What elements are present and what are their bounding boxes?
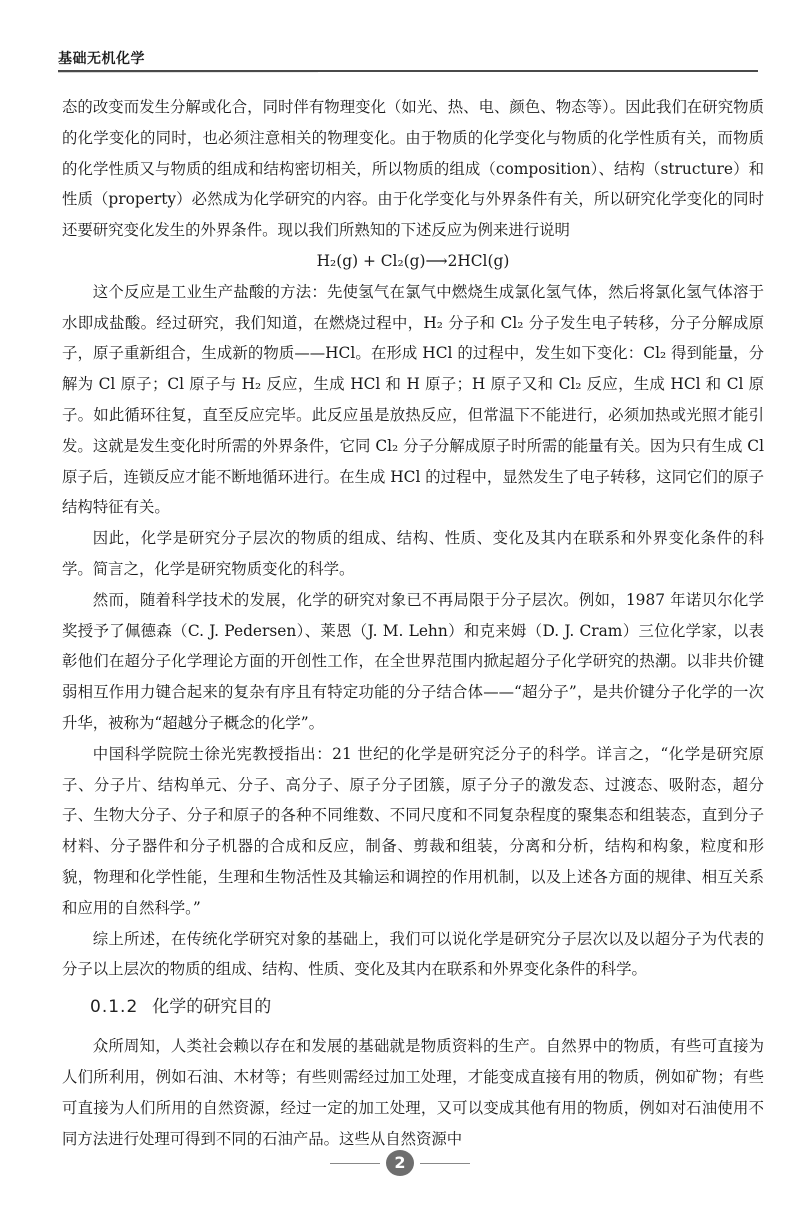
paragraph: 因此，化学是研究分子层次的物质的组成、结构、性质、变化及其内在联系和外界变化条件的科学。简言之，化学是研究物质变化的科学。 [62, 529, 764, 578]
paragraph: 这个反应是工业生产盐酸的方法：先使氢气在氯气中燃烧生成氯化氢气体，然后将氯化氢气体溶于水即成盐酸。经过研究，我们知道，在燃烧过程中，H₂ 分子和 Cl₂ 分子发生电子转移，分子分解成原子，原子重新组合，生成新的物质——HCl。在形成 HCl 的过程中，发生如下变化：Cl₂ 得到能量，分解为 Cl 原子；Cl 原子与 H₂ 反应，生成 HCl 和 H 原子；H 原子又和 Cl₂ 反应，生成 HCl 和 Cl 原子。如此循环往复，直至反应完毕。此反应虽是放热反应，但常温下不能进行，必须加热或光照才能引发。这就是发生变化时所需的外界条件，它同 Cl₂ 分子分解成原子时所需的能量有关。因为只有生成 Cl 原子后，连锁反应才能不断地循环进行。在生成 HCl 的过程中，显然发生了电子转移，这同它们的原子结构特征有关。 [62, 282, 764, 517]
paragraph: 综上所述，在传统化学研究对象的基础上，我们可以说化学是研究分子层次以及以超分子为代表的分子以上层次的物质的组成、结构、性质、变化及其内在联系和外界变化条件的科学。 [62, 929, 764, 979]
paragraph: 众所周知，人类社会赖以存在和发展的基础就是物质资料的生产。自然界中的物质，有些可直接为人们所利用，例如石油、木材等；有些则需经过加工处理，才能变成直接有用的物质，例如矿物；有些可直接为人们所用的自然资源，经过一定的加工处理，又可以变成其他有用的物质，例如对石油使用不同方法进行处理可得到不同的石油产品。这些从自然资源中 [62, 1037, 764, 1148]
footer-rule-left [330, 1163, 380, 1164]
section-heading [90, 989, 764, 1025]
footer-rule-right [420, 1163, 470, 1164]
reaction-equation: H₂(g) + Cl₂(g)⟶2HCl(g) [316, 251, 510, 270]
paragraph: 然而，随着科学技术的发展，化学的研究对象已不再局限于分子层次。例如，1987 年诺贝尔化学奖授予了佩德森（C. J. Pedersen）、莱恩（J. M. Lehn）和克来姆（D. J. Cram）三位化学家，以表彰他们在超分子化学理论方面的开创性工作，在全世界范围内掀起超分子化学研究的热潮。以非共价键弱相互作用力键合起来的复杂有序且有特定功能的分子结合体——“超分子”，是共价键分子化学的一次升华，被称为“超越分子概念的化学”。 [62, 590, 764, 732]
page-body [62, 92, 764, 1154]
page-number: 2 [386, 1150, 414, 1176]
paragraph-continued: 态的改变而发生分解或化合，同时伴有物理变化（如光、热、电、颜色、物态等）。因此我们在研究物质的化学变化的同时，也必须注意相关的物理变化。由于物质的化学变化与物质的化学性质有关，而物质的化学性质又与物质的组成和结构密切相关，所以物质的组成（composition）、结构（structure）和性质（property）必然成为化学研究的内容。由于化学变化与外界条件有关，所以研究化学变化的同时还要研究变化发生的外界条件。现以我们所熟知的下述反应为例来进行说明 [62, 98, 764, 240]
section-number: 0.1.2 [90, 997, 139, 1018]
book-title: 基础无机化学 [58, 51, 145, 67]
header-rule [58, 70, 758, 72]
paragraph: 中国科学院院士徐光宪教授指出：21 世纪的化学是研究泛分子的科学。详言之，“化学是研究原子、分子片、结构单元、分子、高分子、原子分子团簇，原子分子的激发态、过渡态、吸附态，超分子、生物大分子、分子和原子的各种不同维数、不同尺度和不同复杂程度的聚集态和组装态，直到分子材料、分子器件和分子机器的合成和反应，制备、剪裁和组装，分离和分析，结构和构象，粒度和形貌，物理和化学性能，生理和生物活性及其输运和调控的作用机制，以及上述各方面的规律、相互关系和应用的自然科学。” [62, 744, 764, 917]
section-title: 化学的研究目的 [152, 997, 272, 1018]
running-header [58, 48, 758, 68]
page-footer [330, 1148, 470, 1178]
